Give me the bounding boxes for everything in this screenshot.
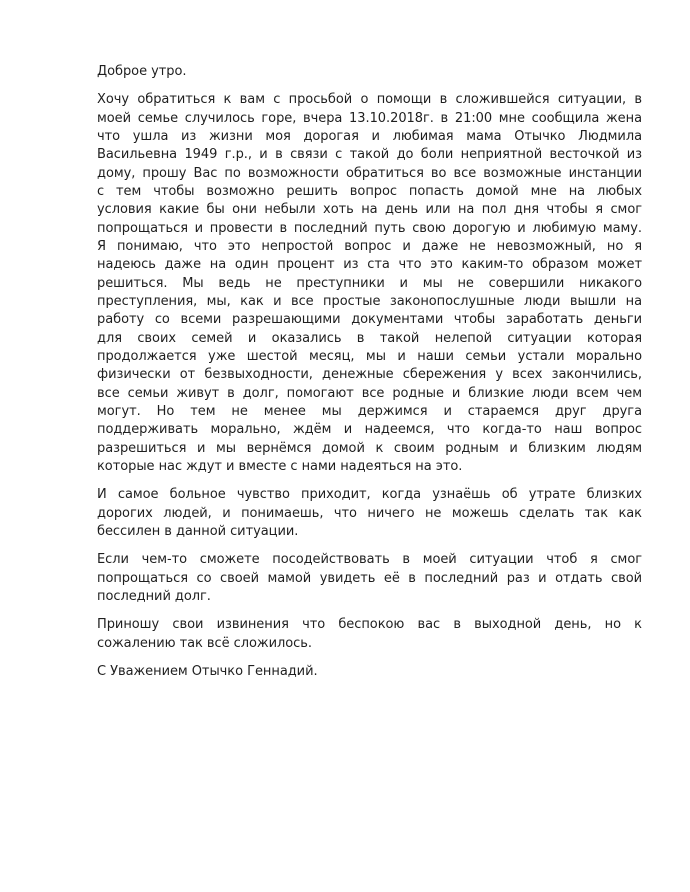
letter-line: Васильевна 1949 г.р., и в связи с такой до боли неприятной весточкой из xyxy=(97,147,642,163)
letter-line: что ушла из жизни моя дорогая и любимая мама Отычко Людмила xyxy=(97,128,642,144)
letter-line: надеюсь даже на один процент из ста что это каким-то образом может xyxy=(97,257,642,273)
paragraph xyxy=(97,551,642,606)
letter-line: Хочу обратиться к вам с просьбой о помощи в сложившейся ситуации, в xyxy=(97,92,642,108)
letter-line: Доброе утро. xyxy=(97,64,187,79)
letter-body xyxy=(97,63,642,681)
paragraph xyxy=(97,91,642,476)
letter-line: физически от безвыходности, денежные сбережения у всех закончились, xyxy=(97,367,642,383)
paragraph xyxy=(97,486,642,541)
paragraph xyxy=(97,663,642,681)
letter-line: Я понимаю, что это непростой вопрос и даже не невозможный, но я xyxy=(97,239,642,255)
letter-line: С Уважением Отычко Геннадий. xyxy=(97,664,318,679)
letter-line: могут. Но тем не менее мы держимся и стараемся друг друга xyxy=(97,404,642,420)
letter-line: дому, прошу Вас по возможности обратиться во все возможные инстанции xyxy=(97,165,642,181)
letter-line: условия какие бы они небыли хоть на день или на пол дня чтобы я смог xyxy=(97,202,642,218)
letter-line: сожалению так всё сложилось. xyxy=(97,635,312,651)
letter-line: попрощаться со своей мамой увидеть её в последний раз и отдать свой xyxy=(97,570,642,586)
letter-line: дорогих людей, и понимаешь, что ничего не можешь сделать так как xyxy=(97,505,642,521)
letter-line: преступления, мы, как и все простые законопослушные люди вышли на xyxy=(97,294,642,310)
letter-line: все семьи живут в долг, помогают все родные и близкие люди всем чем xyxy=(97,385,642,401)
letter-line: Приношу свои извинения что беспокою вас в выходной день, но к xyxy=(97,617,642,633)
letter-line: работу со всеми разрешающими документами чтобы заработать деньги xyxy=(97,312,642,328)
letter-line: с тем чтобы возможно решить вопрос попасть домой мне на любых xyxy=(97,184,642,199)
letter-line: попрощаться и провести в последний путь свою дорогую и любимую маму. xyxy=(97,220,642,236)
letter-line: решиться. Мы ведь не преступники и мы не совершили никакого xyxy=(97,275,642,291)
letter-line: для своих семей и оказались в такой нелепой ситуации которая xyxy=(97,330,642,346)
letter-line: моей семье случилось горе, вчера 13.10.2018г. в 21:00 мне сообщила жена xyxy=(97,110,642,126)
letter-line: продолжается уже шестой месяц, мы и наши семьи устали морально xyxy=(97,349,642,365)
paragraph xyxy=(97,616,642,653)
paragraph xyxy=(97,63,642,81)
letter-line: И самое больное чувство приходит, когда узнаёшь об утрате близких xyxy=(97,487,642,503)
letter-line: разрешиться и мы вернёмся домой к своим родным и близким людям xyxy=(97,440,642,456)
letter-line: бессилен в данной ситуации. xyxy=(97,524,299,540)
letter-line: Если чем-то сможете посодействовать в моей ситуации чтоб я смог xyxy=(97,552,642,568)
letter-line: поддерживать морально, ждём и надеемся, что когда-то наш вопрос xyxy=(97,422,642,438)
letter-line: которые нас ждут и вместе с нами надеяться на это. xyxy=(97,459,463,475)
letter-line: последний долг. xyxy=(97,589,211,605)
